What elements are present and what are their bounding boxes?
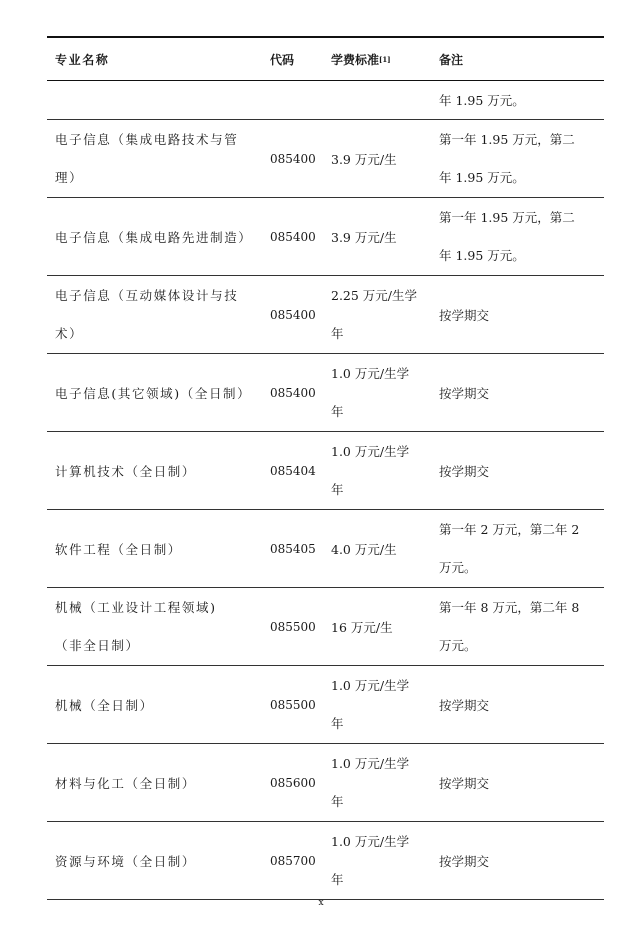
- fee-cell-line: 1.0 万元/生学: [331, 677, 410, 693]
- major-name-cell-line: 机械（工业设计工程领域): [55, 599, 217, 615]
- remark-cell: [431, 276, 604, 353]
- fee-cell-line: 1.0 万元/生学: [331, 755, 410, 771]
- table-row: [47, 276, 604, 354]
- major-name-cell-line: （非全日制）: [55, 637, 140, 653]
- code-cell: [262, 588, 323, 665]
- remark-cell-line: 年 1.95 万元。: [439, 247, 525, 263]
- remark-cell-line: 按学期交: [439, 697, 490, 713]
- remark-cell: 年 1.95 万元。: [439, 93, 525, 108]
- remark-cell: [431, 666, 604, 743]
- fee-cell: [323, 588, 431, 665]
- remark-cell-line: 按学期交: [439, 385, 490, 401]
- remark-cell-line: 万元。: [439, 637, 477, 653]
- fee-cell: [323, 822, 431, 899]
- fee-cell-line: 1.0 万元/生学: [331, 443, 410, 459]
- code-cell: [262, 822, 323, 899]
- fee-cell-line: 年: [331, 481, 344, 497]
- table-row: [47, 588, 604, 666]
- remark-cell-line: 第一年 1.95 万元，第二: [439, 131, 575, 147]
- fee-cell: [323, 354, 431, 431]
- fee-cell: [323, 744, 431, 821]
- code-cell: [262, 666, 323, 743]
- code-cell-line: 085600: [270, 775, 316, 790]
- code-cell-line: 085700: [270, 853, 316, 868]
- code-cell-line: 085400: [270, 385, 316, 400]
- remark-cell-line: 第一年 8 万元，第二年 8: [439, 599, 580, 615]
- fee-table: [47, 36, 604, 900]
- table-row: [47, 666, 604, 744]
- remark-cell-line: 第一年 2 万元，第二年 2: [439, 521, 580, 537]
- remark-cell-line: 按学期交: [439, 853, 490, 869]
- fee-cell-line: 4.0 万元/生: [331, 541, 397, 557]
- fee-cell-line: 年: [331, 793, 344, 809]
- code-cell-line: 085500: [270, 697, 316, 712]
- remark-cell: [431, 120, 604, 197]
- fee-cell-line: 3.9 万元/生: [331, 151, 397, 167]
- major-name-cell: [47, 432, 262, 509]
- fee-cell-line: 3.9 万元/生: [331, 229, 397, 245]
- fee-cell-line: 1.0 万元/生学: [331, 365, 410, 381]
- table-row: [47, 744, 604, 822]
- fee-cell: [323, 198, 431, 275]
- header-code: 代码: [270, 52, 295, 67]
- fee-cell: [323, 510, 431, 587]
- major-name-cell-line: 电子信息（集成电路先进制造）: [55, 229, 253, 245]
- major-name-cell-line: 理）: [55, 169, 84, 185]
- fee-cell: [323, 276, 431, 353]
- table-row: [47, 510, 604, 588]
- remark-cell: [431, 744, 604, 821]
- fee-cell-line: 年: [331, 325, 344, 341]
- code-cell: [262, 120, 323, 197]
- major-name-cell-line: 术）: [55, 325, 84, 341]
- fee-cell-line: 2.25 万元/生学: [331, 287, 418, 303]
- remark-cell-line: 年 1.95 万元。: [439, 169, 525, 185]
- major-name-cell-line: 资源与环境（全日制）: [55, 853, 197, 869]
- code-cell: [262, 744, 323, 821]
- table-row: [47, 120, 604, 198]
- major-name-cell: [47, 588, 262, 665]
- code-cell-line: 085405: [270, 541, 316, 556]
- major-name-cell: [47, 822, 262, 899]
- fee-cell-line: 年: [331, 715, 344, 731]
- remark-cell: [431, 432, 604, 509]
- code-cell: [262, 276, 323, 353]
- major-name-cell: [47, 744, 262, 821]
- table-row: [47, 354, 604, 432]
- fee-cell-line: 年: [331, 871, 344, 887]
- page-footer: x: [318, 898, 324, 908]
- table-body: [47, 120, 604, 900]
- remark-cell-line: 第一年 1.95 万元，第二: [439, 209, 575, 225]
- remark-cell-line: 按学期交: [439, 463, 490, 479]
- major-name-cell: [47, 354, 262, 431]
- table-row: [47, 81, 604, 120]
- major-name-cell: [47, 198, 262, 275]
- header-major: 专业名称: [55, 52, 110, 67]
- fee-cell: [323, 666, 431, 743]
- fee-cell-line: 年: [331, 403, 344, 419]
- code-cell: [262, 354, 323, 431]
- fee-cell-line: 16 万元/生: [331, 619, 393, 635]
- major-name-cell-line: 电子信息（集成电路技术与管: [55, 131, 239, 147]
- major-name-cell-line: 机械（全日制）: [55, 697, 154, 713]
- remark-cell-line: 万元。: [439, 559, 477, 575]
- table-row: [47, 432, 604, 510]
- header-fee: 学费标准 [1]: [331, 52, 391, 67]
- table-header: [47, 38, 604, 81]
- code-cell-line: 085404: [270, 463, 316, 478]
- header-remark: 备注: [439, 52, 464, 67]
- major-name-cell: [47, 276, 262, 353]
- code-cell-line: 085400: [270, 307, 316, 322]
- remark-cell-line: 按学期交: [439, 307, 490, 323]
- fee-cell: [323, 120, 431, 197]
- remark-cell: [431, 822, 604, 899]
- code-cell: [262, 510, 323, 587]
- major-name-cell-line: 软件工程（全日制）: [55, 541, 182, 557]
- remark-cell: [431, 510, 604, 587]
- code-cell: [262, 198, 323, 275]
- major-name-cell-line: 材料与化工（全日制）: [55, 775, 197, 791]
- fee-cell: [323, 432, 431, 509]
- remark-cell: [431, 354, 604, 431]
- footnote-marker: [1]: [379, 54, 391, 64]
- major-name-cell-line: 电子信息（互动媒体设计与技: [55, 287, 239, 303]
- major-name-cell-line: 电子信息(其它领域)（全日制）: [55, 385, 252, 401]
- code-cell-line: 085400: [270, 151, 316, 166]
- code-cell-line: 085500: [270, 619, 316, 634]
- remark-cell-line: 按学期交: [439, 775, 490, 791]
- code-cell-line: 085400: [270, 229, 316, 244]
- remark-cell: [431, 198, 604, 275]
- fee-cell-line: 1.0 万元/生学: [331, 833, 410, 849]
- major-name-cell: [47, 510, 262, 587]
- major-name-cell-line: 计算机技术（全日制）: [55, 463, 197, 479]
- table-row: [47, 198, 604, 276]
- major-name-cell: [47, 120, 262, 197]
- table-row: [47, 822, 604, 900]
- code-cell: [262, 432, 323, 509]
- major-name-cell: [47, 666, 262, 743]
- remark-cell: [431, 588, 604, 665]
